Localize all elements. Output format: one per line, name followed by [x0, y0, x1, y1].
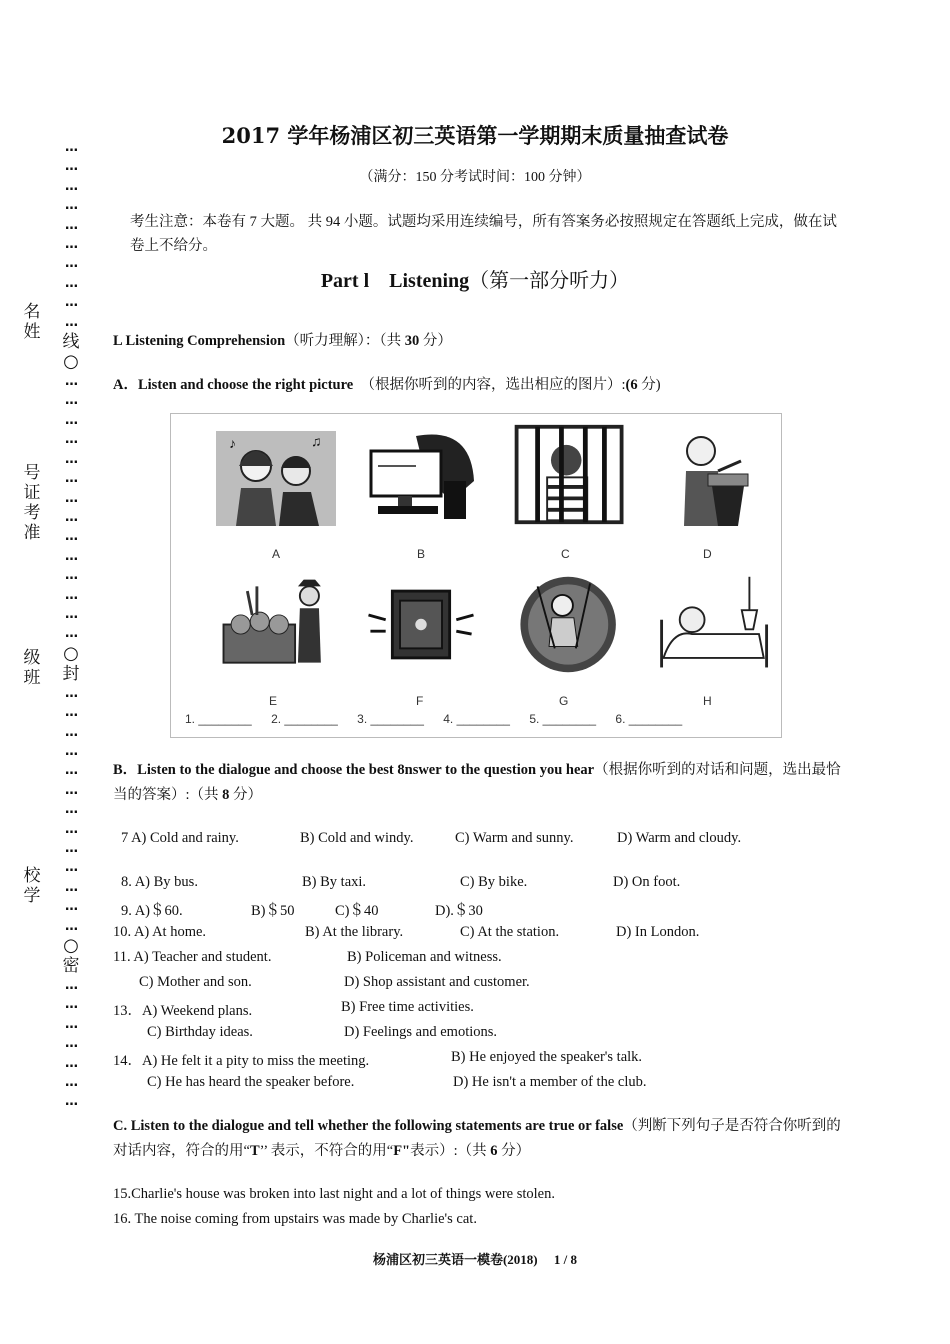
page-title: 2017 学年杨浦区初三英语第一学期期末质量抽查试卷	[221, 123, 729, 148]
option-d: D) Feelings and emotions.	[344, 1024, 498, 1040]
section-a-title: A．Listen and choose the right picture	[113, 377, 354, 393]
section-b-title: B．Listen to the dialogue and choose the best 8nswer to the question you hear	[113, 762, 595, 778]
dot: …	[65, 393, 77, 409]
picture-letter-a: A	[272, 547, 281, 561]
section-b-cn: （根据你听到的对话和问题，选出最恰当的答案）:（共	[113, 762, 841, 803]
circle-icon: ○	[63, 935, 79, 957]
dot: …	[65, 178, 77, 194]
answer-blank: 2. ________	[271, 712, 338, 726]
option-c: C) At the station.	[460, 924, 560, 940]
picture-grid	[170, 413, 782, 738]
dot: …	[65, 705, 77, 721]
section-c-cn: （判断下列句子是否符合你听到的对话内容，符合的用“	[113, 1118, 841, 1159]
secret-mark: 密	[62, 956, 80, 977]
dot: …	[65, 743, 77, 759]
section-c-unit: 分）	[497, 1143, 531, 1159]
option-b: B) By taxi.	[302, 874, 367, 890]
option-a: 14．A) He felt it a pity to miss the meeting.	[113, 1053, 370, 1069]
dot: …	[65, 1094, 77, 1110]
section-c-score: 6	[490, 1143, 498, 1159]
dot: …	[65, 432, 77, 448]
dot: …	[65, 529, 77, 545]
dot: …	[65, 1055, 77, 1071]
dot: …	[65, 412, 77, 428]
answer-blanks	[185, 712, 698, 726]
dot: …	[65, 568, 77, 584]
circle-icon: ○	[63, 642, 79, 664]
seal-mark: 封	[62, 663, 80, 684]
dot: …	[65, 841, 77, 856]
dot: …	[65, 295, 77, 311]
dot: …	[65, 198, 77, 214]
part-heading	[0, 264, 950, 293]
dot: …	[65, 237, 77, 253]
dot: …	[65, 1016, 77, 1032]
dot: …	[65, 451, 77, 467]
dot: …	[65, 374, 77, 390]
dot: …	[65, 763, 77, 779]
section-b-unit: 分）	[229, 787, 263, 803]
section-b-score: 8	[222, 787, 230, 803]
dot: …	[65, 256, 77, 272]
option-c: C) Birthday ideas.	[147, 1024, 253, 1040]
dot: …	[65, 978, 77, 994]
option-c: C) Mother and son.	[139, 974, 252, 990]
part-label: Part l	[320, 270, 370, 292]
dot: …	[65, 899, 77, 915]
line-mark: 线	[62, 332, 80, 353]
dot: …	[65, 997, 77, 1013]
circle-icon: ○	[63, 351, 79, 373]
option-d: D) In London.	[616, 924, 700, 940]
answer-blank: 1. ________	[185, 712, 252, 726]
footer-text: 杨浦区初三英语一模卷(2018)	[372, 1252, 538, 1267]
section-a-cn: （根据你听到的内容，选出相应的图片）:	[360, 377, 626, 393]
dot: …	[65, 509, 77, 525]
option-a: 9. A)＄60.	[121, 903, 183, 919]
part-cn: （第一部分听力）	[469, 270, 630, 292]
dot: …	[65, 724, 77, 740]
dot: …	[65, 217, 77, 233]
dot: …	[65, 275, 77, 291]
picture-letter-g: G	[559, 694, 569, 708]
exam-notice: 考生注意：本卷有 7 大题。 共 94 小题。试题均采用连续编号，所有答案务必按照规定在答题纸上完成，做在试卷上不给分。	[130, 214, 837, 254]
dot: …	[65, 159, 77, 175]
picture-letter-c: C	[561, 547, 570, 561]
option-b: B)＄50	[251, 903, 295, 919]
option-c: C) Warm and sunny.	[455, 830, 574, 846]
dot: …	[65, 1036, 77, 1052]
option-c: C) By bike.	[460, 874, 528, 890]
section-b-heading	[113, 758, 848, 808]
dot: …	[65, 860, 77, 876]
picture-g	[506, 572, 636, 677]
option-b: B) Cold and windy.	[300, 830, 414, 846]
page-footer	[0, 1249, 950, 1268]
dot: …	[65, 606, 77, 622]
section-i-title: L Listening Comprehension	[113, 333, 286, 349]
dot: …	[65, 918, 77, 934]
dot: …	[65, 685, 77, 701]
false-mark: F"	[393, 1143, 411, 1159]
option-a: 7 A) Cold and rainy.	[121, 830, 239, 846]
svg-text:♫: ♫	[311, 435, 322, 450]
school-label: 校学	[23, 866, 41, 906]
score-time-info: （满分：150 分考试时间：100 分钟）	[359, 170, 591, 185]
dot: …	[65, 802, 77, 818]
option-c: C)＄40	[335, 903, 379, 919]
section-c-title: C. Listen to the dialogue and tell whether the following statements are true or false	[113, 1118, 624, 1134]
dot: …	[65, 490, 77, 506]
dot: …	[65, 548, 77, 564]
section-i-heading	[113, 329, 452, 350]
dot: …	[65, 314, 77, 330]
option-d: D) Warm and cloudy.	[617, 830, 742, 846]
section-i-cn: （听力理解）：（共	[285, 333, 405, 349]
name-label: 名姓	[23, 302, 41, 342]
answer-blank: 3. ________	[357, 712, 424, 726]
true-mark: T	[249, 1143, 260, 1159]
picture-f	[356, 572, 486, 677]
dot: …	[65, 471, 77, 487]
picture-c	[506, 422, 636, 527]
section-c-cn: 表示）:（共	[410, 1143, 491, 1159]
answer-blank: 6. ________	[615, 712, 683, 726]
exam-id-label: 号证考准	[23, 463, 41, 543]
option-b: B) Policeman and witness.	[347, 949, 502, 965]
dot: …	[65, 626, 77, 642]
statement-15: 15.Charlie's house was broken into last night and a lot of things were stolen.	[113, 1186, 555, 1202]
dot: …	[65, 879, 77, 895]
answer-blank: 5. ________	[529, 712, 597, 726]
picture-e	[211, 572, 341, 677]
class-label: 级班	[23, 648, 41, 688]
section-i-unit: 分）	[419, 333, 452, 349]
picture-letter-e: E	[269, 694, 278, 708]
option-d: D) He isn't a member of the club.	[453, 1074, 647, 1090]
option-d: D) Shop assistant and customer.	[344, 974, 530, 990]
option-d: D).＄30	[435, 903, 483, 919]
section-i-score: 30	[404, 333, 420, 349]
answer-blank: 4. ________	[443, 712, 510, 726]
picture-letter-b: B	[417, 547, 426, 561]
option-a: 13．A) Weekend plans.	[113, 1003, 253, 1019]
picture-a	[211, 426, 341, 531]
page-number: 1 / 8	[553, 1252, 578, 1267]
option-a: 10. A) At home.	[113, 924, 207, 940]
section-c-cn: ’’ 表示，不符合的用“	[259, 1143, 394, 1159]
option-b: B) Free time activities.	[341, 999, 474, 1015]
picture-letter-d: D	[703, 547, 712, 561]
section-c-heading	[113, 1114, 848, 1164]
picture-b	[356, 426, 486, 531]
picture-h	[651, 572, 781, 677]
picture-letter-f: F	[416, 694, 424, 708]
section-a-unit: 分)	[637, 377, 661, 393]
picture-d	[646, 426, 776, 531]
dot: …	[65, 587, 77, 603]
option-a: 11. A) Teacher and student.	[113, 949, 272, 965]
dot: …	[65, 140, 77, 155]
option-b: B) At the library.	[305, 924, 404, 940]
option-a: 8. A) By bus.	[121, 874, 198, 890]
dot: …	[65, 1075, 77, 1091]
svg-text:♪: ♪	[229, 437, 236, 452]
part-title: Listening	[389, 270, 470, 292]
section-a-score: (6	[625, 377, 638, 393]
picture-letter-h: H	[703, 694, 712, 708]
dot: …	[65, 821, 77, 837]
option-d: D) On foot.	[613, 874, 681, 890]
option-c: C) He has heard the speaker before.	[147, 1074, 355, 1090]
statement-16: 16. The noise coming from upstairs was made by Charlie's cat.	[113, 1211, 477, 1227]
dot: …	[65, 782, 77, 798]
option-b: B) He enjoyed the speaker's talk.	[451, 1049, 643, 1065]
section-a-heading	[113, 373, 661, 394]
